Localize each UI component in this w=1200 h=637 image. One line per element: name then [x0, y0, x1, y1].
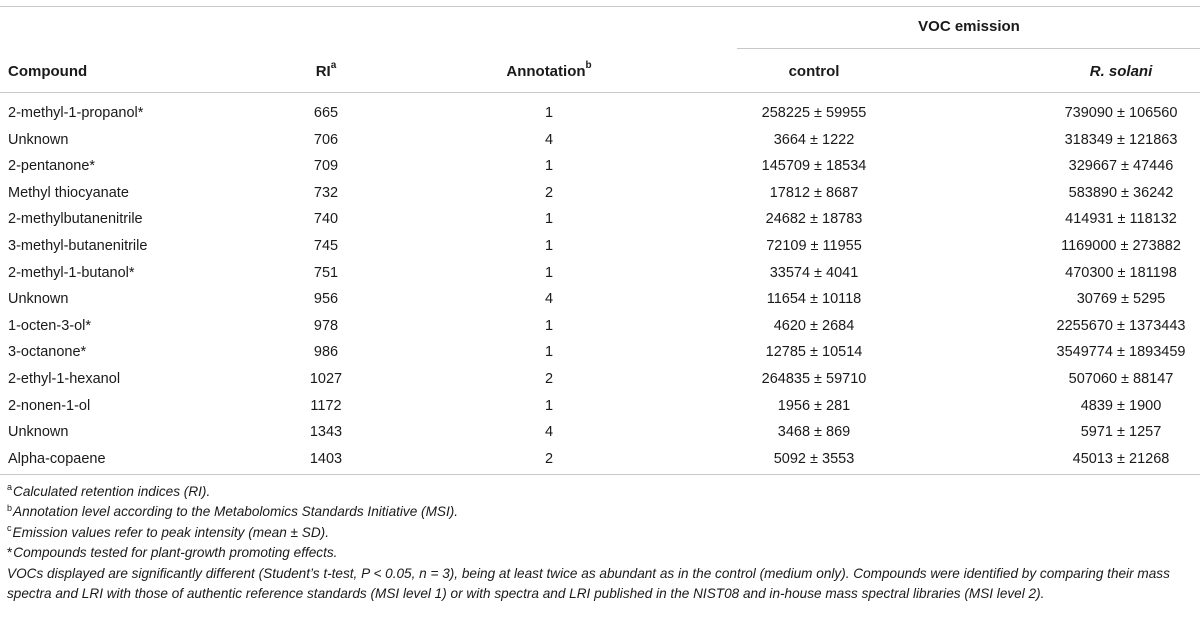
cell-rsolani: 5971 ± 1257	[1080, 424, 1162, 441]
cell-control: 24682 ± 18783	[765, 211, 863, 228]
cell-annotation: 1	[544, 264, 554, 281]
column-header-rsolani: R. solani	[1089, 63, 1153, 80]
cell-compound: Methyl thiocyanate	[8, 184, 129, 201]
cell-ri: 986	[313, 344, 339, 361]
footnote-c-text: Emission values refer to peak intensity (mean ± SD).	[12, 524, 329, 540]
table-footnotes	[7, 482, 1195, 604]
cell-control: 264835 ± 59710	[761, 370, 867, 387]
cell-annotation: 1	[544, 237, 554, 254]
cell-ri: 706	[313, 131, 339, 148]
cell-rsolani: 507060 ± 88147	[1068, 370, 1174, 387]
footnote-b	[7, 502, 1195, 522]
cell-compound: Unknown	[8, 291, 69, 308]
cell-rsolani: 4839 ± 1900	[1080, 397, 1162, 414]
cell-compound: 2-nonen-1-ol	[8, 397, 91, 414]
cell-rsolani: 470300 ± 181198	[1065, 264, 1177, 281]
cell-compound: 2-pentanone*	[8, 158, 96, 175]
cell-compound: 2-methyl-1-propanol*	[8, 105, 144, 121]
cell-annotation: 2	[544, 450, 554, 467]
table-bottom-rule	[0, 474, 1200, 475]
cell-annotation: 2	[544, 370, 554, 387]
cell-control: 145709 ± 18534	[761, 158, 867, 175]
cell-annotation: 4	[544, 291, 554, 308]
cell-compound: Alpha-copaene	[8, 450, 106, 467]
table-row	[0, 153, 1200, 180]
cell-control: 1956 ± 281	[777, 397, 851, 414]
cell-compound: 1-octen-3-ol*	[8, 317, 92, 334]
cell-control: 17812 ± 8687	[769, 184, 859, 201]
table-row	[0, 446, 1200, 473]
voc-emission-rule	[737, 48, 1200, 49]
cell-control: 258225 ± 59955	[761, 105, 867, 121]
header-bottom-rule	[0, 92, 1200, 93]
cell-control: 72109 ± 11955	[766, 237, 862, 254]
cell-rsolani: 30769 ± 5295	[1076, 291, 1166, 308]
cell-rsolani: 1169000 ± 273882	[1061, 237, 1181, 254]
footnote-c-mark: c	[7, 523, 12, 534]
cell-annotation: 2	[544, 184, 554, 201]
cell-annotation: 1	[544, 397, 554, 414]
cell-annotation: 1	[544, 317, 554, 334]
cell-ri: 709	[313, 158, 339, 175]
cell-ri: 1343	[309, 424, 343, 441]
cell-compound: 2-methyl-1-butanol*	[8, 264, 135, 281]
ri-label: RI	[315, 63, 331, 80]
footnote-b-mark: b	[7, 502, 13, 513]
cell-ri: 745	[313, 237, 339, 254]
cell-ri: 732	[313, 184, 339, 201]
table-top-rule	[0, 6, 1200, 7]
cell-control: 12785 ± 10514	[765, 344, 863, 361]
annotation-footnote-mark: b	[585, 60, 592, 71]
cell-ri: 956	[313, 291, 339, 308]
cell-ri: 1027	[309, 370, 343, 387]
cell-compound: 3-octanone*	[8, 344, 87, 361]
footnote-star	[7, 543, 1195, 563]
table-row	[0, 286, 1200, 313]
cell-rsolani: 414931 ± 118132	[1065, 211, 1177, 228]
cell-ri: 751	[313, 264, 339, 281]
cell-rsolani: 45013 ± 21268	[1072, 450, 1170, 467]
cell-control: 11654 ± 10118	[766, 291, 862, 308]
table-row	[0, 180, 1200, 207]
table-row	[0, 366, 1200, 393]
cell-ri: 1403	[309, 450, 343, 467]
column-header-annotation	[506, 60, 592, 81]
ri-footnote-mark: a	[330, 60, 337, 71]
cell-rsolani: 318349 ± 121863	[1064, 131, 1178, 148]
cell-compound: Unknown	[8, 424, 69, 441]
table-row	[0, 260, 1200, 287]
footnote-star-text: Compounds tested for plant-growth promoting effects.	[13, 545, 338, 561]
footnote-a	[7, 482, 1195, 502]
cell-control: 5092 ± 3553	[773, 450, 855, 467]
table-row	[0, 100, 1200, 127]
table-row	[0, 419, 1200, 446]
cell-annotation: 1	[544, 344, 554, 361]
cell-ri: 1172	[310, 397, 342, 414]
cell-control: 4620 ± 2684	[773, 317, 855, 334]
footnote-b-text: Annotation level according to the Metabolomics Standards Initiative (MSI).	[13, 504, 459, 520]
cell-annotation: 1	[544, 211, 554, 228]
footnote-a-mark: a	[7, 482, 13, 493]
table-row	[0, 313, 1200, 340]
table-row	[0, 393, 1200, 420]
table-row	[0, 339, 1200, 366]
table-body	[0, 100, 1200, 472]
cell-compound: Unknown	[8, 131, 69, 148]
cell-control: 3664 ± 1222	[773, 131, 855, 148]
cell-ri: 978	[313, 317, 339, 334]
cell-annotation: 4	[544, 424, 554, 441]
voc-emission-group-header: VOC emission	[918, 18, 1020, 35]
cell-rsolani: 583890 ± 36242	[1068, 184, 1174, 201]
cell-rsolani: 329667 ± 47446	[1068, 158, 1174, 175]
footnote-paragraph: VOCs displayed are significantly different (Student’s t-test, P < 0.05, n = 3), being at least twice as abundant as in the control (medium only). Compounds were identified by comparing their mass spectra and LRI with those of authentic reference standards (MSI level 1) or with spectra and LRI published in the NIST08 and in-house mass spectral libraries (MSI level 2).	[7, 565, 1170, 602]
column-header-compound: Compound	[8, 63, 88, 80]
column-header-ri	[315, 60, 337, 81]
table-row	[0, 127, 1200, 154]
cell-compound: 2-methylbutanenitrile	[8, 211, 143, 228]
cell-ri: 665	[313, 105, 339, 121]
footnote-c	[7, 523, 1195, 543]
cell-rsolani: 2255670 ± 1373443	[1056, 317, 1186, 334]
cell-rsolani: 739090 ± 106560	[1064, 105, 1178, 121]
cell-annotation: 1	[544, 105, 554, 121]
cell-control: 3468 ± 869	[777, 424, 851, 441]
cell-compound: 2-ethyl-1-hexanol	[8, 370, 121, 387]
footnote-a-text: Calculated retention indices (RI).	[13, 484, 211, 499]
table-row	[0, 206, 1200, 233]
column-header-control: control	[788, 63, 840, 80]
cell-rsolani: 3549774 ± 1893459	[1056, 344, 1186, 361]
cell-ri: 740	[313, 211, 339, 228]
table-row	[0, 233, 1200, 260]
cell-compound: 3-methyl-butanenitrile	[8, 237, 148, 254]
footnote-star-mark: *	[7, 545, 13, 561]
cell-annotation: 4	[544, 131, 554, 148]
cell-control: 33574 ± 4041	[769, 264, 859, 281]
annotation-label: Annotation	[506, 63, 586, 80]
cell-annotation: 1	[544, 158, 554, 175]
